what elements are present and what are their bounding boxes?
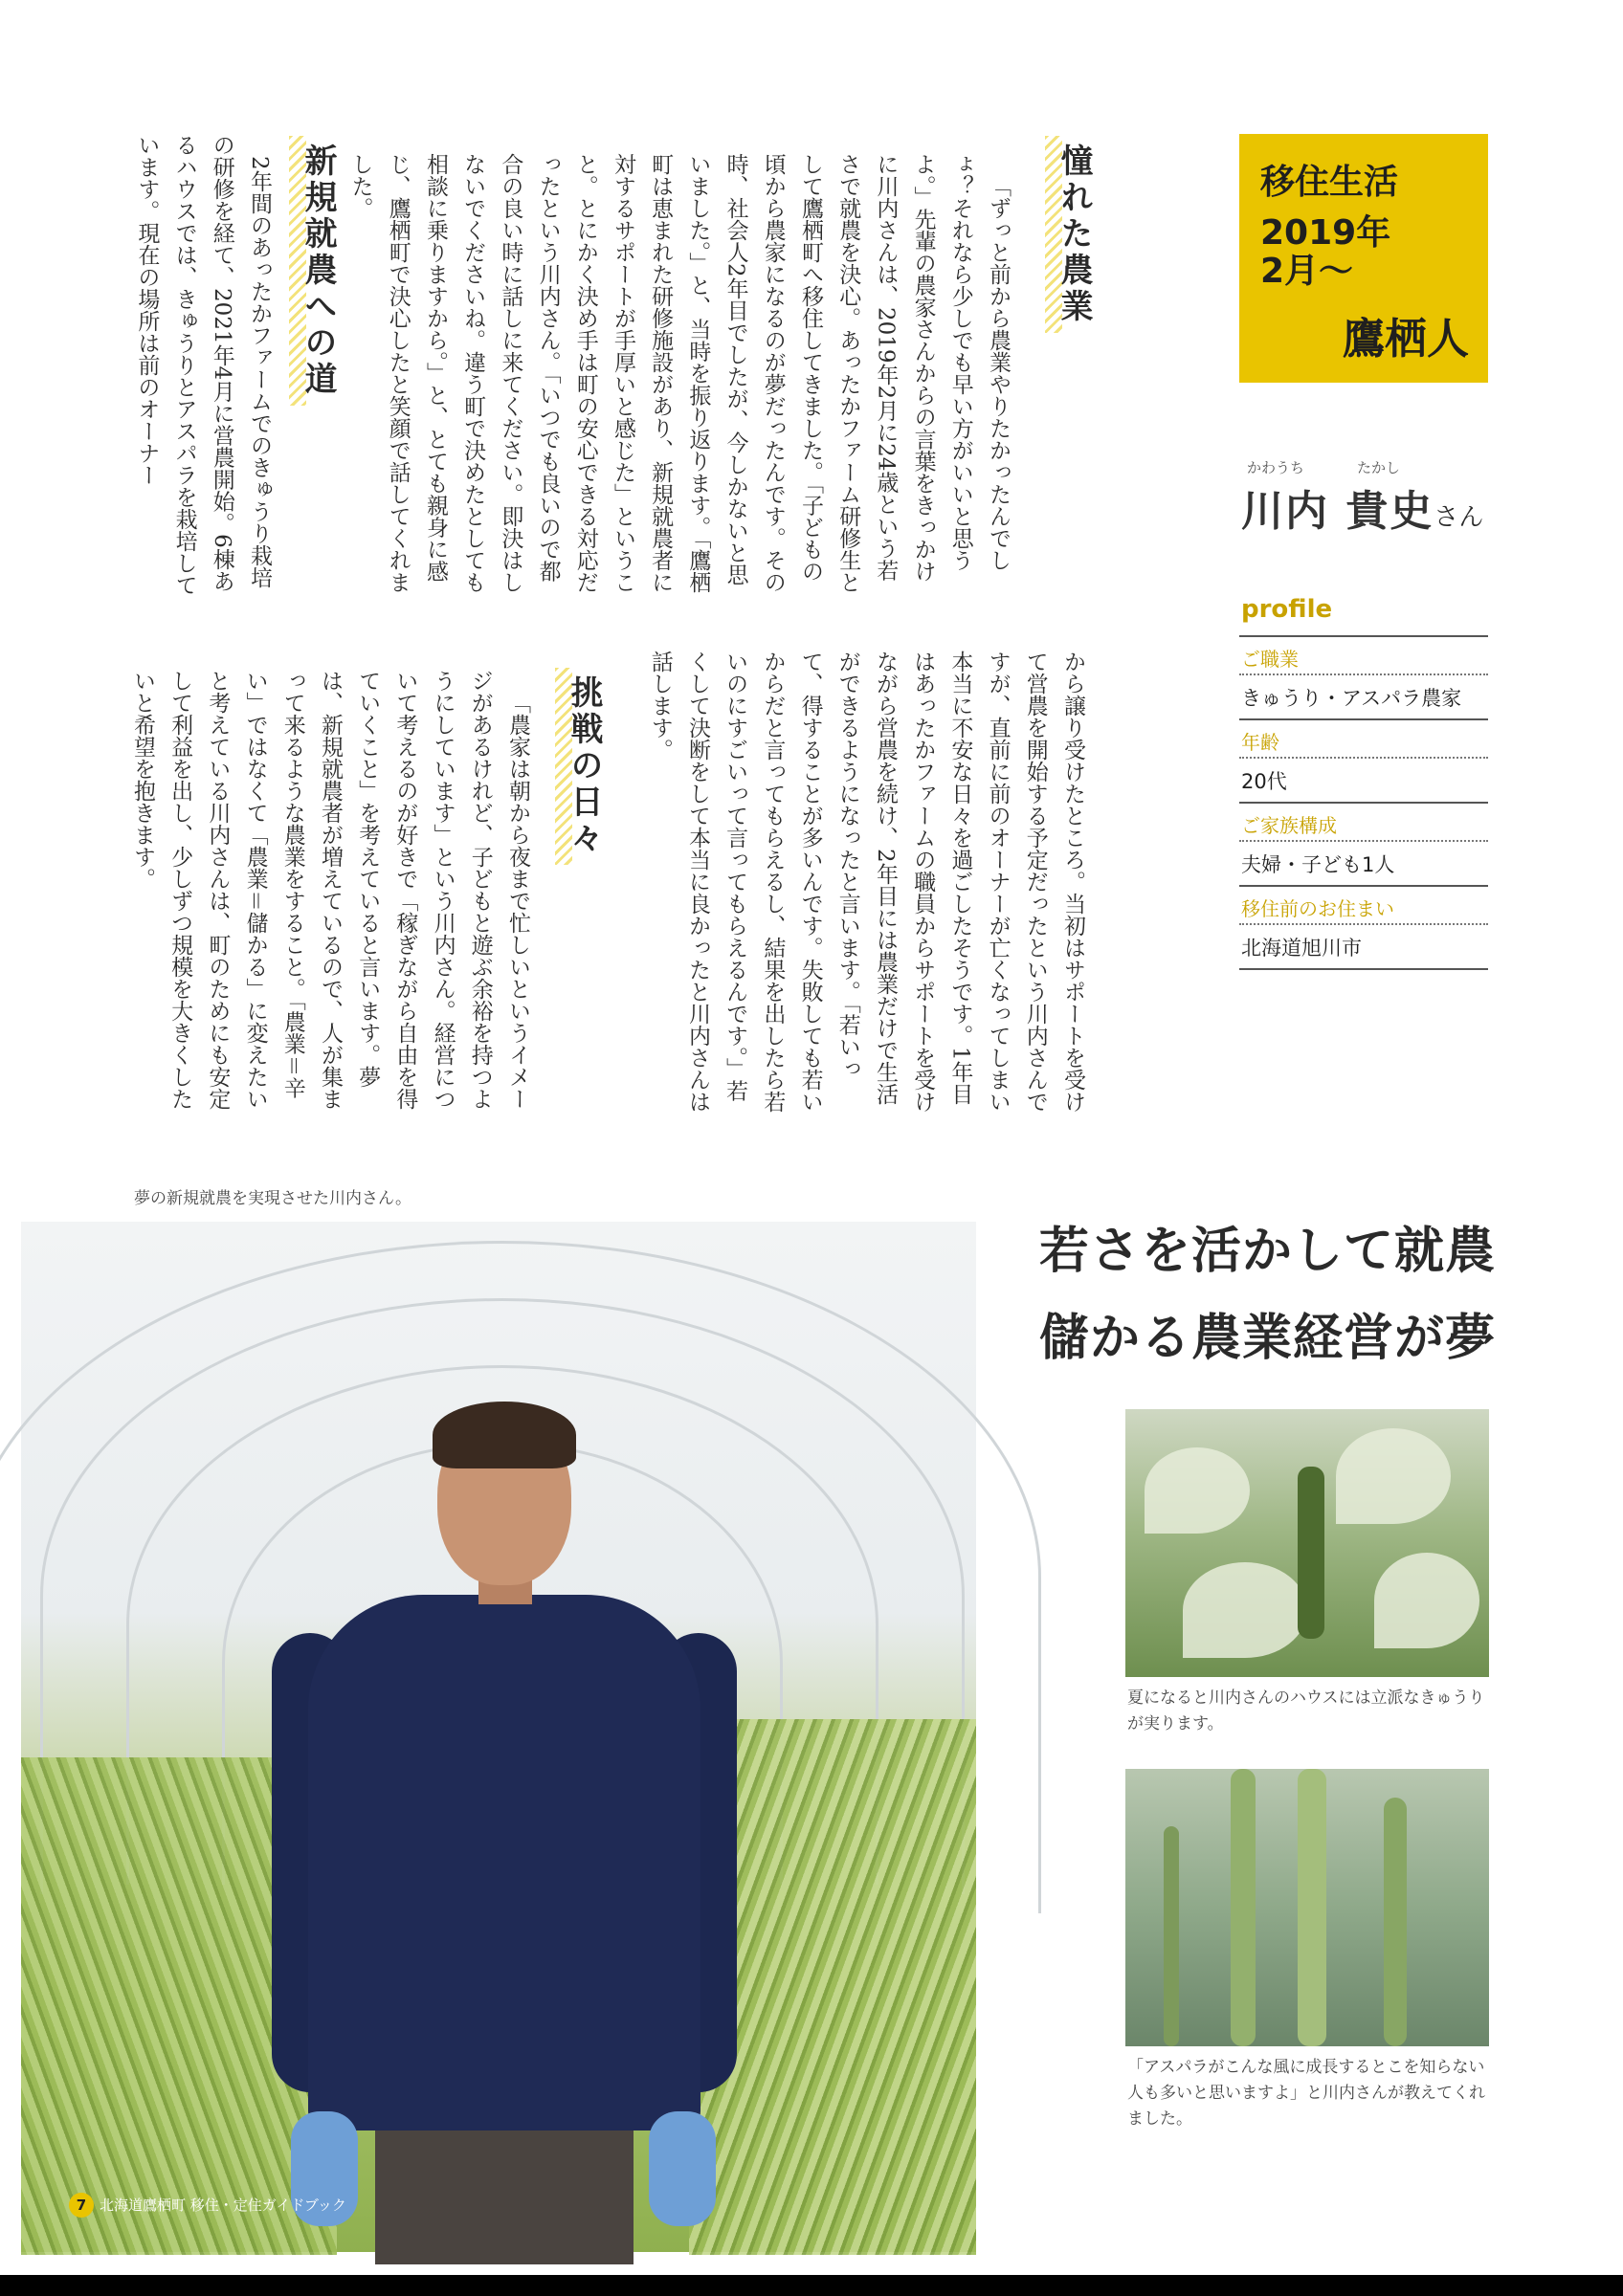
body-yearning-text: 「ずっと前から農業やりたかったんでしょ？それなら少しでも早い方がいいと思うよ。」先輩の農家さんからの言葉をきっかけに川内さんは、2019年2月に24歳という若さで就農を決心。あったかファーム研修生として鷹栖町へ移住してきました。「子どもの頃から農家になるのが夢だったんです。その時、社会人2年目でしたが、今しかないと思いました。」と、当時を振り返ります。「鷹栖町は恵まれた研修施設があり、新規就農者に対するサポートが手厚いと感じた」ということ。とにかく決め手は町の安心できる対応だったという川内さん。「いつでも良いので都合の良い時に話しに来てください。即決はしないでくださいね。違う町で決めたとしても相談に乗りますから。」と、とても親身に感じ、鷹栖町で決心したと笑顔で話してくれました。	[347, 153, 1011, 593]
profile-label-age: 年齢	[1241, 731, 1279, 754]
person-hair	[433, 1402, 576, 1468]
main-photo	[21, 1222, 976, 2252]
profile-value-occupation: きゅうり・アスパラ農家	[1241, 687, 1462, 710]
body-challenge	[129, 670, 536, 1119]
cucumber-photo-caption: 夏になると川内さんのハウスには立派なきゅうりが実ります。	[1127, 1689, 1485, 1733]
person-name-block	[1241, 476, 1483, 538]
asparagus-stalk	[1298, 1769, 1326, 2046]
profile-dot-rule	[1239, 923, 1488, 925]
heading-new-farming: 新規就農への道	[289, 136, 347, 406]
asparagus-photo-caption: 「アスパラがこんな風に成長するとこを知らない人も多いと思いますよ」と川内さんが教えてくれました。	[1127, 2058, 1485, 2129]
body-challenge-text: 「農家は朝から夜まで忙しいというイメージがあるけれど、子どもと遊ぶ余裕を持つようにしています」という川内さん。経営について考えるのが好きで「稼ぎながら自由を得ていくこと」を考えていると言います。夢は、新規就農者が増えているので、人が集まって来るような農業をすること。「農業＝辛い」ではなくて「農業＝儲かる」に変えたいと考えている川内さんは、町のためにも安定して利益を出し、少しずつ規模を大きくしたいと希望を抱きます。	[129, 670, 530, 1110]
profile-label-occupation: ご職業	[1241, 648, 1299, 671]
migration-label: 移住生活	[1260, 163, 1399, 202]
profile-label-family: ご家族構成	[1241, 814, 1337, 837]
profile-rule	[1239, 635, 1488, 637]
asparagus-stalk	[1164, 1826, 1179, 2046]
asparagus-photo	[1125, 1769, 1489, 2046]
asparagus-stalk	[1384, 1798, 1407, 2046]
name-ruby-given: たかし	[1357, 459, 1401, 476]
profile-rule	[1239, 718, 1488, 720]
main-photo-caption: 夢の新規就農を実現させた川内さん。	[134, 1189, 412, 1208]
migration-town-person: 鷹栖人	[1343, 315, 1469, 364]
migration-box	[1239, 134, 1488, 383]
leaf-shape	[1374, 1553, 1479, 1648]
migration-date: 2019年 2月〜	[1260, 213, 1391, 291]
profile-value-previous-residence: 北海道旭川市	[1241, 937, 1362, 960]
person-honorific: さん	[1434, 503, 1484, 532]
profile-label-previous-residence: 移住前のお住まい	[1241, 897, 1394, 920]
headline-line-1: 若さを活かして就農	[1039, 1222, 1497, 1280]
page-number-badge: 7	[69, 2193, 94, 2218]
person-name: 川内 貴史	[1241, 487, 1434, 536]
profile-rule	[1239, 885, 1488, 887]
profile-value-age: 20代	[1241, 770, 1287, 793]
person-legs	[375, 2130, 634, 2264]
body-new-farming	[134, 134, 278, 603]
profile-dot-rule	[1239, 757, 1488, 759]
leaf-shape	[1183, 1562, 1307, 1658]
profile-title: profile	[1241, 595, 1333, 624]
profile-rule	[1239, 968, 1488, 970]
profile-dot-rule	[1239, 840, 1488, 842]
body-yearning	[347, 153, 1016, 603]
name-ruby-family: かわうち	[1247, 459, 1305, 476]
heading-challenge: 挑戦の日々	[555, 668, 613, 865]
body-new-farming-text-part: 2年間のあったかファームでのきゅうり栽培の研修を経て、2021年4月に営農開始。6棟あるハウスでは、きゅうりとアスパラを栽培しています。現在の場所は前のオーナー	[134, 134, 272, 596]
heading-yearning: 憧れた農業	[1045, 136, 1103, 333]
profile-value-family: 夫婦・子ども1人	[1241, 853, 1395, 876]
profile-rule	[1239, 802, 1488, 804]
bottom-bar	[0, 2275, 1623, 2296]
cucumber-shape	[1298, 1467, 1324, 1639]
cucumber-photo	[1125, 1409, 1489, 1677]
profile-dot-rule	[1239, 673, 1488, 675]
asparagus-stalk	[1231, 1769, 1256, 2046]
person-shirt	[308, 1595, 700, 2130]
headline-line-2: 儲かる農業経営が夢	[1039, 1309, 1497, 1367]
body-new-farming-continued	[647, 651, 1091, 1119]
leaf-shape	[1145, 1447, 1250, 1534]
glove-right	[649, 2111, 716, 2226]
leaf-shape	[1336, 1428, 1451, 1524]
body-new-farming-continued-text: から譲り受けたところ。当初はサポートを受けて営農を開始する予定だったという川内さんですが、直前に前のオーナーが亡くなってしまい本当に不安な日々を過ごしたそうです。1年目はあったかファームの職員からサポートを受けながら営農を続け、2年目には農業だけで生活ができるようになったと言います。「若いって、得することが多いんです。失敗しても若いからだと言ってもらえるし、結果を出したら若いのにすごいって言ってもらえるんです。」若くして決断をして本当に良かったと川内さんは話します。	[647, 651, 1085, 1113]
publication-title: 北海道鷹栖町 移住・定住ガイドブック	[100, 2197, 346, 2214]
